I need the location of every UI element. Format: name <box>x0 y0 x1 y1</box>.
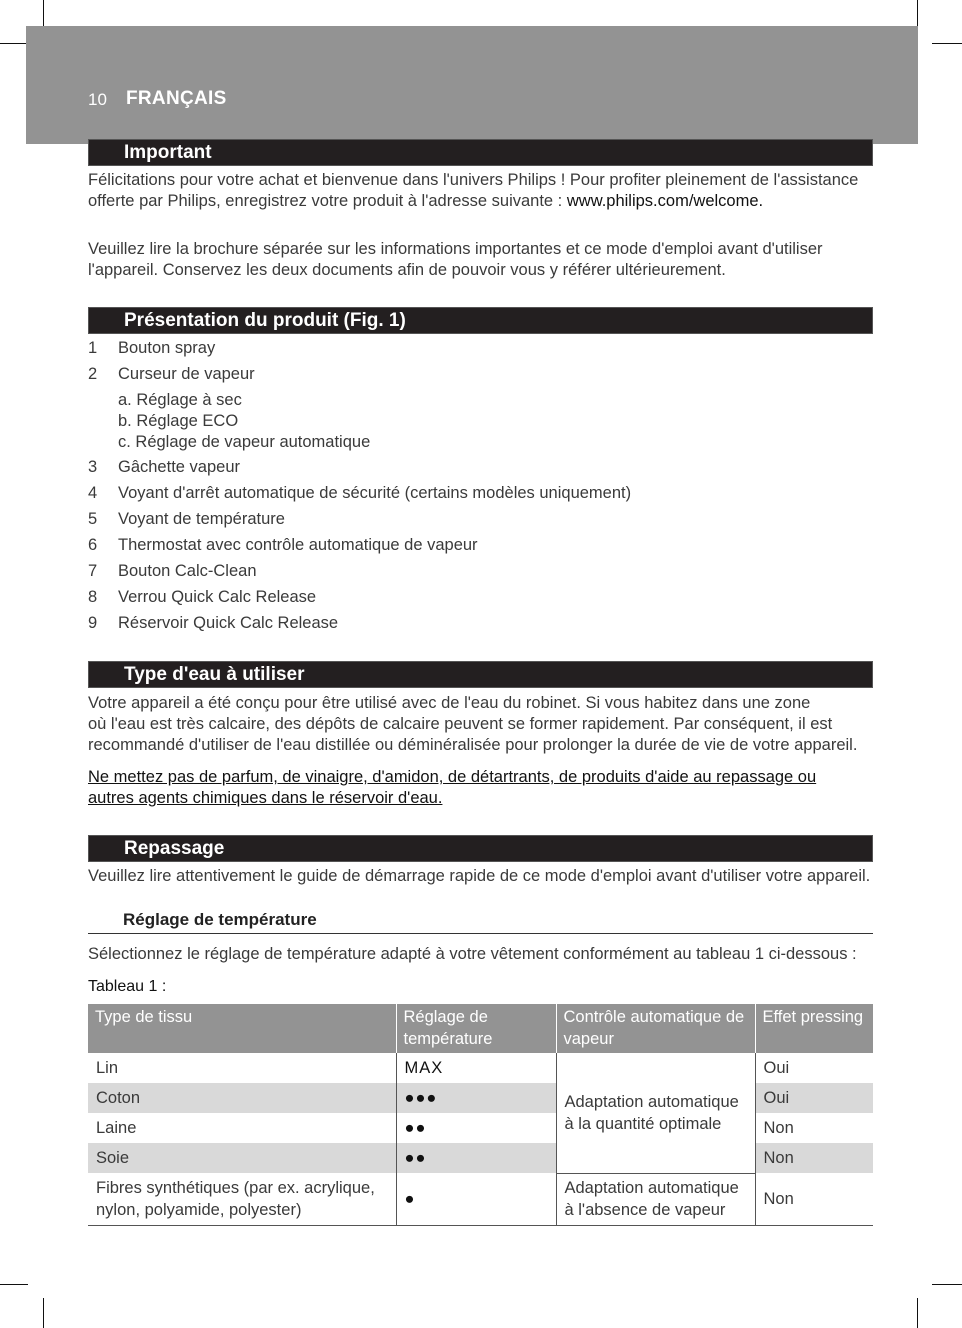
steam-cell: Adaptation automatique à la quantité optimale <box>556 1053 755 1173</box>
item-number: 6 <box>88 536 98 554</box>
ironing-paragraph: Veuillez lire attentivement le guide de démarrage rapide de ce mode d'emploi avant d'utiliser votre appareil. <box>88 867 871 885</box>
item-label: Bouton Calc-Clean <box>118 562 257 580</box>
crop-mark <box>0 43 28 44</box>
water-warning <box>88 767 848 809</box>
crop-mark <box>43 0 44 28</box>
temperature-cell: ●● <box>396 1113 556 1143</box>
intro-text: Félicitations pour votre achat et bienvenue dans l'univers Philips ! Pour profiter pleinement de l'assistance offerte par Philips, enregistrez votre produit à l'adresse suivante : <box>88 171 859 210</box>
fabric-table <box>88 1004 873 1226</box>
crop-mark <box>917 1298 918 1328</box>
pressing-cell: Non <box>755 1173 873 1225</box>
section-title: Repassage <box>124 838 225 859</box>
crop-mark <box>0 1284 28 1285</box>
column-header: Effet pressing <box>755 1004 873 1053</box>
item-number: 8 <box>88 588 98 606</box>
page-language: FRANÇAIS <box>126 88 227 109</box>
welcome-link[interactable]: www.philips.com/welcome. <box>566 192 764 210</box>
crop-mark <box>917 0 918 28</box>
item-label: Verrou Quick Calc Release <box>118 588 317 606</box>
water-paragraph-line: où l'eau est très calcaire, des dépôts de calcaire peuvent se former rapidement. Par conséquent, il est recommandé d'utiliser de l'eau distillée ou déminéralisée pour prolonger la durée de vie de votre appareil. <box>88 715 858 754</box>
item-number: 5 <box>88 510 98 528</box>
column-header: Contrôle automatique de vapeur <box>556 1004 755 1053</box>
item-number: 9 <box>88 614 98 632</box>
sub-item: c. Réglage de vapeur automatique <box>118 433 371 451</box>
item-label: Réservoir Quick Calc Release <box>118 614 339 632</box>
item-number: 4 <box>88 484 98 502</box>
section-heading-water <box>88 661 873 688</box>
table-row <box>88 1113 873 1143</box>
crop-mark <box>43 1298 44 1328</box>
pressing-cell: Non <box>755 1143 873 1173</box>
item-label: Gâchette vapeur <box>118 458 240 476</box>
table-row <box>88 1173 873 1225</box>
pressing-cell: Non <box>755 1113 873 1143</box>
item-label: Voyant d'arrêt automatique de sécurité (certains modèles uniquement) <box>118 484 632 502</box>
section-title: Important <box>124 142 212 163</box>
item-label: Bouton spray <box>118 339 216 357</box>
item-label: Thermostat avec contrôle automatique de vapeur <box>118 536 478 554</box>
item-number: 7 <box>88 562 98 580</box>
item-number: 3 <box>88 458 98 476</box>
item-label: Curseur de vapeur <box>118 365 255 383</box>
crop-mark <box>932 1284 962 1285</box>
table-caption: Tableau 1 : <box>88 978 167 995</box>
fabric-cell: Lin <box>96 1058 119 1077</box>
column-header: Réglage de température <box>396 1004 556 1053</box>
temperature-cell: ●●● <box>396 1083 556 1113</box>
section-title: Type d'eau à utiliser <box>124 664 305 685</box>
item-number: 2 <box>88 365 98 383</box>
steam-cell: Adaptation automatique à l'absence de vapeur <box>556 1173 755 1225</box>
page-header <box>26 26 918 144</box>
section-heading-ironing <box>88 835 873 862</box>
section-heading-important <box>88 139 873 166</box>
section-title: Présentation du produit (Fig. 1) <box>124 310 406 331</box>
item-number: 1 <box>88 339 98 357</box>
fabric-cell: Fibres synthétiques (par ex. acrylique, nylon, polyamide, polyester) <box>88 1173 396 1225</box>
temperature-instruction: Sélectionnez le réglage de température adapté à votre vêtement conformément au tableau 1 ci-dessous : <box>88 945 857 963</box>
fabric-cell: Soie <box>88 1143 396 1173</box>
subsection-heading-temperature <box>88 910 873 934</box>
fabric-cell: Coton <box>88 1083 396 1113</box>
intro-paragraph <box>88 170 878 212</box>
temperature-cell: ● <box>396 1173 556 1225</box>
sub-item: b. Réglage ECO <box>118 412 239 430</box>
pressing-cell: Oui <box>755 1053 873 1083</box>
crop-mark <box>932 43 962 44</box>
water-paragraph-line: Votre appareil a été conçu pour être utilisé avec de l'eau du robinet. Si vous habitez dans une zone <box>88 694 811 712</box>
table-row <box>88 1143 873 1173</box>
brochure-paragraph: Veuillez lire la brochure séparée sur les informations importantes et ce mode d'emploi avant d'utiliser l'appareil. Conservez les deux documents afin de pouvoir vous y référer ultérieurement. <box>88 240 823 279</box>
fabric-cell: Laine <box>96 1118 137 1137</box>
warning-text: Ne mettez pas de parfum, de vinaigre, d'amidon, de détartrants, de produits d'aide au repassage ou autres agents chimiques dans le réservoir d'eau. <box>88 768 817 807</box>
item-label: Voyant de température <box>118 510 285 528</box>
section-heading-product <box>88 307 873 334</box>
table-row <box>88 1053 873 1083</box>
column-header: Type de tissu <box>88 1004 396 1053</box>
pressing-cell: Oui <box>755 1083 873 1113</box>
sub-item: a. Réglage à sec <box>118 391 242 409</box>
subsection-title: Réglage de température <box>123 910 317 929</box>
temperature-cell: ●● <box>396 1143 556 1173</box>
water-paragraph <box>88 693 880 756</box>
temperature-cell: MAX <box>396 1053 556 1083</box>
page-number: 10 <box>88 90 107 109</box>
table-row <box>88 1083 873 1113</box>
